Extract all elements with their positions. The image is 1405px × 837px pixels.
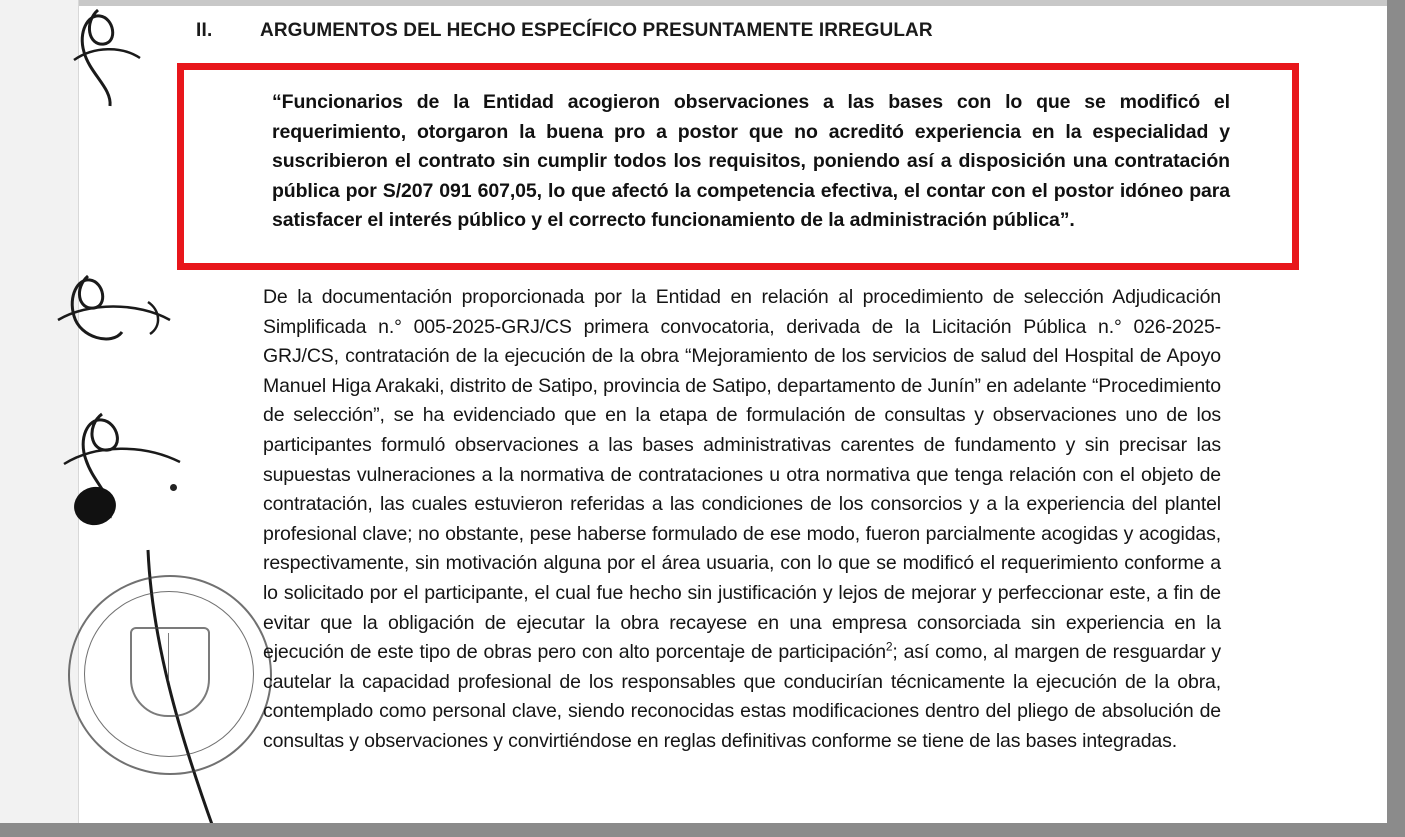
scan-edge-top (0, 0, 1405, 6)
section-heading (196, 20, 1276, 42)
ink-blot (71, 483, 120, 529)
institutional-seal-stamp (68, 575, 273, 775)
page-title: ARGUMENTOS DEL HECHO ESPECÍFICO PRESUNTAMENTE IRREGULAR (260, 20, 933, 41)
scan-edge-bottom (0, 823, 1405, 837)
document-left-margin (0, 0, 79, 837)
ink-dot (170, 484, 177, 491)
scan-edge-right (1387, 0, 1405, 837)
section-number: II. (196, 20, 213, 41)
body-paragraph: De la documentación proporcionada por la Entidad en relación al procedimiento de selección Adjudicación Simplificada n.° 005-2025-GRJ/CS primera convocatoria, derivada de la Licitación Pública n.° 026-2025-GRJ/CS, contratación de la ejecución de la obra “Mejoramiento de los servicios de salud del Hospital de Apoyo Manuel Higa Arakaki, distrito de Satipo, provincia de Satipo, departamento de Junín” en adelante “Procedimiento de selección”, se ha evidenciado que en la etapa de formulación de consultas y observaciones uno de los participantes formuló observaciones a las bases administrativas carentes de fundamento y sin precisar las supuestas vulneraciones a la normativa de contrataciones u otra normativa que tenga relación con el objeto de contratación, las cuales estuvieron referidas a las condiciones de los consorcios y a la experiencia del plantel profesional clave; no obstante, pese haberse formulado de ese modo, fueron parcialmente acogidas y acogidas, respectivamente, sin motivación alguna por el área usuaria, con lo que se modificó el requerimiento conforme a lo solicitado por el participante, el cual fue hecho sin justificación y lejos de mejorar y perfeccionar este, a fin de evitar que la obligación de ejecutar la obra recayese en una empresa consorciada sin experiencia en la ejecución de este tipo de obras pero con alto porcentaje de participación$^2$; así como, al margen de resguardar y cautelar la capacidad profesional de los responsables que conducirían técnicamente la ejecución de la obra, contemplado como personal clave, siendo reconocidas estas modificaciones dentro del pliego de absolución de consultas y observaciones y convirtiéndose en reglas definitivas conforme se tiene de las bases integradas. (263, 286, 1221, 752)
highlighted-quote-text: “Funcionarios de la Entidad acogieron observaciones a las bases con lo que se modificó el requerimiento, otorgaron la buena pro a postor que no acreditó experiencia en la especialidad y suscribieron el contrato sin cumplir todos los requisitos, poniendo así a disposición una contratación pública por S/207 091 607,05, lo que afectó la competencia efectiva, el contar con el postor idóneo para satisfacer el interés público y el correcto funcionamiento de la administración pública”. (272, 91, 1230, 231)
highlighted-quote-box (177, 63, 1299, 270)
handwritten-signature-middle (52, 262, 212, 382)
handwritten-signature-top (60, 2, 190, 122)
